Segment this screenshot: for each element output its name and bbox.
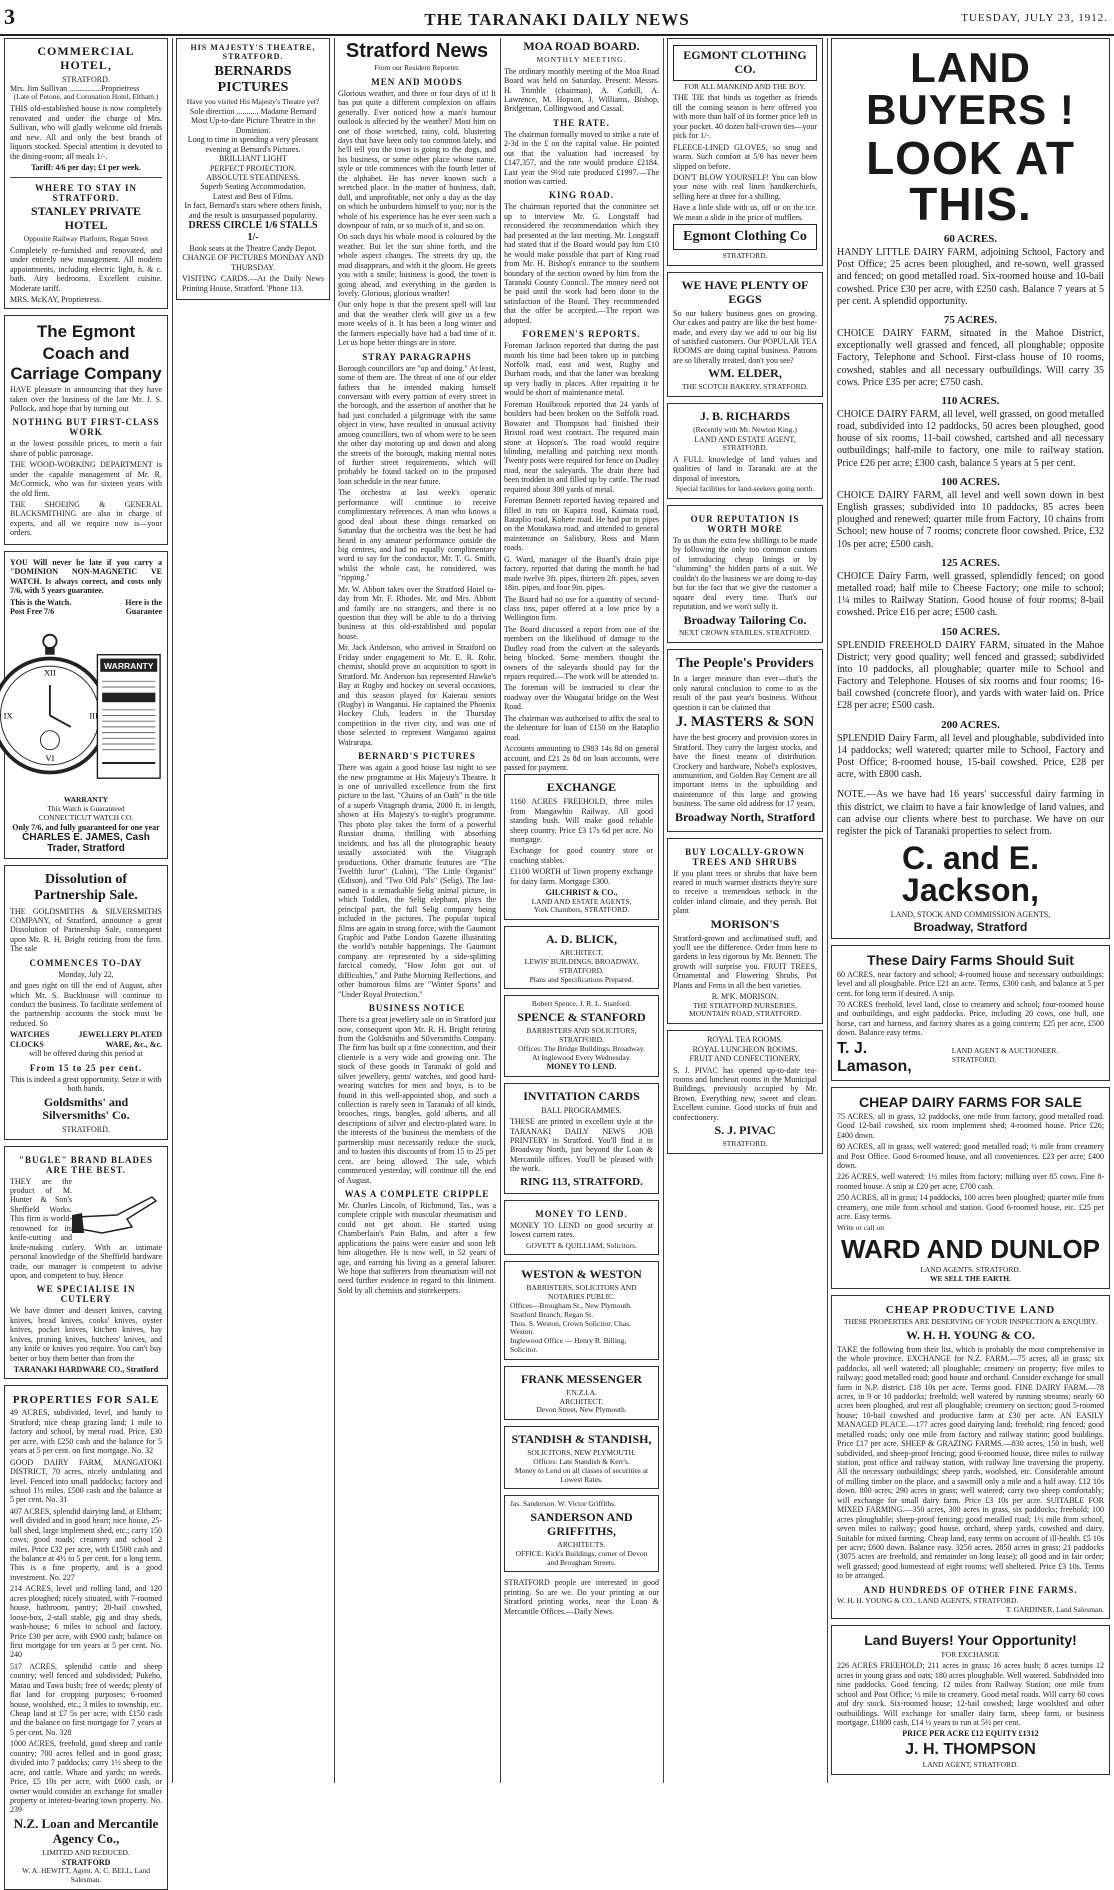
svg-text:XII: XII [43,667,56,678]
farm-description: CHOICE DAIRY FARM, situated in the Mahoe District, exceptionally well grassed and fenced, all ploughable; opposite Factory, Telephone and School. First-class house of 10 rooms, cowshed, stables and all necessary outbuildings. Will carry 35 cows. Price £35 per acre; £750 cash. [837,327,1104,388]
exchange-title: EXCHANGE [546,780,617,795]
section-heading: MEN AND MOODS [371,76,463,87]
farm-acres: 150 ACRES. [941,625,1000,638]
sanderson-firm: SANDERSON AND GRIFFITHS, [530,1510,633,1539]
cards-title: INVITATION CARDS [523,1088,640,1103]
ward-title: CHEAP DAIRY FARMS FOR SALE [859,1093,1082,1110]
barrister-office: Offices: The Bridge Buildings, Broadway. [518,1043,645,1053]
theatre-title: BERNARDS PICTURES [214,63,292,95]
watch-maker: CONNECTICUT WATCH CO. [38,813,134,823]
pivac-name: S. J. PIVAC [714,1123,776,1138]
section-heading: FOREMEN'S REPORTS. [522,329,641,340]
coach-highlight: NOTHING BUT FIRST-CLASS WORK [12,417,160,438]
theatre-line: Latest and Best of Films. [212,191,294,201]
cards-phone: RING 113, STRATFORD. [520,1175,643,1188]
providers-title: The People's Providers [676,656,814,672]
coach-body-3: THE WOOD-WORKING DEPARTMENT is under the capable management of Mr. R. McCormick, who was for sixteen years with the old firm. [10,460,162,498]
thompson-name: J. H. THOMPSON [905,1740,1036,1758]
blades-title: "BUGLE" BRAND BLADES ARE THE BEST. [18,1154,154,1175]
board-paragraph: Foreman Bennett reported having repaired and filled in ruts on Kapara road, Kaimata road, Rataplio road, Kohete road. He had put in pipes on the Motukawa road, and attended to general maintenance on Salisbury, Ross and Mann roads. [504,496,659,553]
private-hotel-location: Opposite Railway Platform, Regan Street [23,233,149,243]
board-paragraph: The ordinary monthly meeting of the Moa Road Board was held on Saturday. Present: Messrs. H. Trimble (chairman), A. Corkill, A. Lawrence, M. Hopson, J. Williams, Bishop, Bridgeman, Collingwood and Cassal. [504,66,659,114]
coach-title: The Egmont [36,322,136,342]
hotel-place: STRATFORD. [62,74,110,84]
column-6 [831,38,1110,1785]
pivac-line: ROYAL TEA ROOMS. [707,1035,783,1045]
board-paragraph: The Board discussed a report from one of the members on the likelihood of damage to the Dudley road from the culvert at the saleyards being blocked. Some members thought the owners of the saleyards should pay for the repairs required.—The work will be attended to. [504,624,659,682]
richards-place: STRATFORD. [722,443,768,452]
tailoring-body: To us than the extra few shillings to be made by following the only too common custom of introducing cheap linings or by "slumming" the hidden parts of a suit. We couldn't do the business we are doing to-day but for the fact that we give the customer a square deal every time. That's our reputation, and we won't sully it. [673,536,817,612]
watch-offer: Only 7/6, and fully guaranteed for one year [12,822,160,832]
eggs-body: So our bakery business goes on growing. Our cakes and pastry are like the best home-made, and every day we add to our big list of satisfied customers. Our POPULAR TEA ROOMS are doing capital business. Patrons are so liberally treated, don't you see? [673,308,817,365]
column-5 [667,38,823,1785]
loan-company-agents: W. A. HEWITT, Agent. A. C. BELL, Land Salesman. [22,1865,150,1884]
column-rule [827,38,828,1783]
tailoring-title: OUR REPUTATION IS WORTH MORE [690,514,800,534]
ward-role: LAND AGENTS. STRATFORD. [920,1265,1021,1275]
pointing-hand-icon [72,1177,162,1237]
young-salesman: T. GARDINER, Land Salesman. [1005,1604,1104,1614]
barrister-names: Robert Spence, J. R. L. Stanford. [531,999,632,1009]
eggs-ad [667,272,823,397]
eggs-title: WE HAVE PLENTY OF EGGS [681,278,809,306]
richards-body: A FULL knowledge of land values and qualities of land in Taranaki are at the disposal of investors. [673,454,817,483]
opportunity-body: 226 ACRES FREEHOLD; 211 acres in grass; 16 acres bush; 8 acres turnips 12 acres in young grass and oats; 180 acres ploughable. Well watered. Subdivided into nine paddocks. Good fencing. 12 miles from Railway Station; one mile from school and Post Office; ½ mile to creamery. Good metal roads. Will carry 60 cows and dry stock. Six-roomed house; 12-bail cowshed; large woolshed and other outbuildings. Will exchange for smaller dairy farm, sheep farm, or business mortgage. £1800 cash, £14 ½ years to run at 5½ per cent. [837,1661,1104,1727]
exchange-agent: GILCHRIST & CO., [545,888,618,898]
column-rule [663,38,664,1783]
farm-list [837,233,1104,781]
richards-special: Special facilities for land-seekers going north. [675,484,815,494]
coach-body-2: at the lowest possible prices, to merit a fair share of public patronage. [10,439,162,458]
messenger-ad [504,1366,659,1420]
morison-body-2: Stratford-grown and acclimatised stuff, and you'll see the difference. Order from here to gardens in less rigorous by Mr. Bennett. The growth will surprise you. FRUIT TREES, Ornamental and Flowering Shrubs, Pot Plants and Ferns in all the best varieties. [673,933,817,990]
section-heading: WAS A COMPLETE CRIPPLE [344,1188,490,1199]
theatre-prices: DRESS CIRCLE 1/6 STALLS 1/- [188,220,318,243]
morison-name: MORISON'S [710,916,780,931]
architect-role: ARCHITECT. [559,948,604,958]
barrister-role: BARRISTERS AND SOLICITORS, [526,1026,637,1036]
land-buyers-banner: LAND BUYERS ! [866,44,1075,133]
ward-farm: 80 ACRES, all in grass, well watered; good metalled road; ½ mile from creamery and Post Office. Good 6-roomed house, and all conveniences. £23 per acre; £400 down. [837,1142,1104,1170]
board-paragraph: The chairman reported that the committee set up to interview Mr. G. Longstaff had reconsidered the recommendation which they had presented at the last meeting. Mr. Longstaff had stated that if the Board would pay him £10 he would make possible that part of King road from Mr. H. Bishop's entrance to the southern boundary of the section owned by him from the Taranaki County Council. The money need not be paid until the work had been done to the satisfaction of the Board. They recommended that the offer be accepted.—The report was adopted. [504,202,659,325]
farm-description: CHOICE DAIRY FARM, all level and well sown down in best English grasses; subdivided into 10 paddocks, 85 acres been ploughed and renewed; quarter mile from Factory, 10 chains from School; new house of 7 rooms; concrete floor cowshed. Price, £32 10s per acre; £500 cash. [837,489,1104,550]
board-paragraph: G. Ward, manager of the Board's drain pipe factory, reported that during the month he had made twelve 3ft. pipes, thirteen 2ft. pipes, seven 18in. pipes, and four 9in. pipes. [504,554,659,593]
young-name: W. H. H. YOUNG & CO. [906,1328,1035,1342]
baker-name: WM. ELDER, [708,366,782,381]
watch-left-caption: This is the Watch. Post Free 7/6 [10,597,72,616]
barrister-firm: SPENCE & STANFORD [517,1010,646,1025]
richards-role: LAND AND ESTATE AGENT, [694,434,796,444]
news-paragraph: There was again a good house last night to see the new programme at His Majesty's Theatre. It is one of unrivalled excellence from the first picture to the last. "Chains of an Oath" is the title of a superb Vitagraph drama, 2000 ft. in length, shown at His Majesty's to-night's programme. This photo play takes the form of a powerful Russian drama, thrilling with absorbing incidents, and has all the photographic beauty usually associated with the Vitagraph productions. Other dramatic features are "The Twelfth Juror" (Lubin), "The Little Organist" (Edison), and "Two Old Pals" (Selig). The last-named is a remarkable Selig animal picture, in which Toddles, the Selig elephant, plays the principal part, the full Selig company being included in the pictures. The popular topical films are again in strong force, with the Gaumont Graphic and Pathe London Gazette illustrating the world's notable happenings. The Gaumont company are represented by a side-splitting farcical comedy, "How John got out of difficulties," and Pathe Morning Reflections, and other humorous films are "Winter Sports" and "Under Royal Protection." [338,763,496,999]
young-more: AND HUNDREDS OF OTHER FINE FARMS. [863,1584,1078,1595]
exchange-body-3: £1100 WORTH of Town property exchange for dairy farm. Mortgage £300. [510,867,653,886]
section-heading: BERNARD'S PICTURES [358,751,476,762]
farm-description: CHOICE DAIRY FARM, all level, well grassed, on good metalled road, subdivided into 12 paddocks, 50 acres been ploughed, good house of six rooms, 11-bail cowshed, cartshed and all necessary outbuildings; half-mile to factory, one mile to railway station. Price £26 per acre; £300 cash, balance 5 years at 5 per cent. [837,408,1104,469]
theatre-name: HIS MAJESTY'S THEATRE, STRATFORD. [190,43,316,62]
egmont-clothing-ad [667,38,823,266]
weston-inglewood: Inglewood Office — Henry R. Billing, Solicitor. [510,1336,627,1355]
farm-acres: 125 ACRES. [941,556,1000,569]
architect-name: A. D. BLICK, [545,932,617,947]
blades-special: WE SPECIALISE IN CUTLERY [36,1284,136,1305]
richards-ad [667,403,823,499]
watch-ad [4,551,168,860]
spence-stanford-ad [504,995,659,1076]
jackson-address: Broadway, Stratford [913,919,1028,934]
theatre-line: Sole direction ........... Madame Bernard [189,106,317,116]
theatre-line: ABSOLUTE STEADINESS. [206,172,300,182]
morison-ad [667,838,823,1025]
ward-farm: 250 ACRES, all in grass; 14 paddocks, 100 acres been ploughed; quarter mile from creamery, one mile from school and station. Good 6-roomed house, etc. £25 per acre. Easy terms. [837,1193,1104,1222]
section-heading: BUSINESS NOTICE [368,1003,466,1014]
morison-body: If you plant trees or shrubs that have been reared in much warmer districts they're sure to receive a tremendous setback in the colder inland climate, and they perish. But plant [673,868,817,916]
weston-ad [504,1261,659,1360]
property-listing: 517 ACRES, splendid cattle and sheep country; well fenced and subdivided; Pukeho, Matau and Tawa bush; free of weeds; plenty of flat land for cropping purposes; 6-roomed house, woolshed, etc.; 3 miles to township, etc. Cheap land at £7 5s per acre, with £150 cash and the balance on first mortgage for 7 years at 5 per cent. No. 328 [10,1661,162,1737]
tailoring-ad [667,505,823,643]
weston-role: BARRISTERS, SOLICITORS AND NOTARIES PUBLIC. [526,1283,637,1302]
money-body: MONEY TO LEND on good security at lowest current rates. [510,1220,653,1240]
hotel-body: THIS old-established house is now completely renovated and under the charge of Mrs. Sullivan, who will gladly welcome old friends and new. All and only the best brands of liquors stocked. Special attention is devoted to the dining-room; all meals 1/-. [10,104,162,161]
morison-signature: R. M'K. MORISON. [711,992,779,1002]
opportunity-title: Land Buyers! Your Opportunity! [864,1632,1077,1649]
standish-office: Offices: Late Standish & Kerr's. [533,1456,630,1466]
news-paragraph: There is a great jewellery sale on in Stratford just now, consequent upon Mr. R. H. Bright retiring from the Goldsmiths and Silversmiths Company. The firm has built up a fine connection, and their clientele is a very wide and growing one. The stock of these goods in Taranaki of gold and silver jewellery, gents' watches, and good hard-wearing watches for men and boys, is to be found in this well-appointed shop, and such a collection is rarely seen in Taranaki of all kinds, brooches, rings, bangles, gold alberts, and all descriptions of silver and electro-plated ware. In the interests of the business the members of the partnership must necessarily reduce the stock, and to hasten this discounts of from 15 to 25 per cent. are being allowed. The sale, which commenced yesterday, will continue till the end of August. [338,1015,496,1185]
opportunity-ad [831,1625,1110,1775]
morison-title: BUY LOCALLY-GROWN TREES AND SHRUBS [685,846,805,867]
cards-sub: BALL PROGRAMMES. [541,1105,622,1115]
lamason-name: T. J. Lamason, [837,1039,912,1075]
column-rule [172,38,173,1783]
watch-seller: CHARLES E. JAMES, Cash Trader, Stratford [22,832,150,855]
thompson-role: LAND AGENT, STRATFORD. [922,1760,1019,1770]
messenger-role: F.N.Z.I.A. [566,1387,597,1397]
board-paragraph: The foreman will be instructed to clear the roadway over the Waugatai bridge on the West Road. [504,683,659,712]
ward-farm: 75 ACRES, all in grass, 12 paddocks, one mile from factory, good metalled road. Good 12-bail cowshed, six room implement shed; 4-roomed house. Price £26; £400 down. [837,1111,1104,1140]
news-paragraph: On such days his whole mood is coloured by the weather. But let the sun shine forth, and the whole aspect changes. The streets dry up, the mud disappears, and with it the gloom. He greets you with a smile; business is good, the town is going ahead, and everything in the garden is lovely. Glorious, glorious weather! [338,232,496,299]
barrister-inglewood: At Inglewood Every Wednesday. [532,1052,631,1062]
dissolution-body-2: and goes right on till the end of August, after which Mr. S. Buckhouse will continue to conduct the business. To facilitate settlement of the partnership accounts the stock must be reduced. So [10,981,162,1028]
hardware-company: TARANAKI HARDWARE CO., Stratford [13,1365,159,1375]
news-byline: From our Resident Reporter. [374,63,460,72]
dissolution-ad [4,865,168,1139]
board-paragraph: The chairman was authorised to affix the seal to the debenture for loan of £150 on the Rataplio road. [504,713,659,742]
weston-names: Thos. S. Weston, Crown Solicitor. Chas. Weston. [510,1318,631,1337]
where-to-stay: WHERE TO STAY IN STRATFORD. [34,183,138,204]
jackson-note: NOTE.—As we have had 16 years' successful dairy farming in this district, we claim to have a fair knowledge of land values, and can advise our clients where best to purchase. We have on our register the pick of Taranaki properties to select from. [837,789,1104,837]
dissolution-title: Dissolution of Partnership Sale. [34,872,138,904]
sanderson-role: ARCHITECTS. [557,1539,606,1549]
egmont-place: STRATFORD. [722,251,768,261]
news-paragraph: Glorious weather, and three or four days of it! It has put quite a different complexion on affairs generally. Ever noticed how a man's humour outlook is affected by the weather? Most him on one of those wretched, rainy, cold, blustering days that have been only too common lately, and he'll tell you the town is going to the dogs, and his business, or some other place whose name, style or title commences with the fourth letter of the alphabet. He has never known such a wretched place. In the matter of business, daft, dull, and unprofitable, not only a day as the day on which he unburdens himself to you; nor is the whole of his experience has he ever seen such a downpour of rain, or so much of it, and so on. [338,88,496,230]
property-listing: 407 ACRES, splendid dairying land, at Eltham; well divided and in good heart; nice house, 25-ball shed, large implement shed, etc.; carry 150 cows; good roads; creamery and school 2 miles. Price £32 per acre, with £1500 cash and the balance at 4½ to 5 per cent. for a long term. This is a fine property, and is a good investment. No. 227 [10,1506,162,1582]
board-paragraph: The chairman formally moved to strike a rate of 2-3d in the £ on the capital value. He pointed out that the valuation had increased by £147,357, and the rate would produce £2184. Last year the 9½d rate produced £1997.—The motion was carried. [504,129,659,187]
pocket-watch-illustration [3,616,162,796]
loan-company-place: STRATFORD [61,1857,111,1867]
sanderson-ad [504,1495,659,1572]
exchange-body-2: Exchange for good country store or coaching stables. [510,846,653,865]
coach-body-4: THE SHOEING & GENERAL BLACKSMITHING are also in charge of experts, and all we require now is—your orders. [10,500,162,538]
egmont-sub: FOR ALL MANKIND AND THE BOY. [684,81,806,91]
egmont-body: Have a little slide with us, off or on the ice. We mean a slide in the price of mufflers. [673,203,817,222]
newspaper-title: THE TARANAKI DAILY NEWS [424,10,690,29]
news-paragraph: Mr. Charles Lincoln, of Richmond, Tas., was a complete cripple with muscular rheumatism and could not get about. He started using Chamberlain's Pain Balm, and after a few applications the pains were easier and soon left him altogether. He is now well, in 52 years of age, and earning his living as a general laborer. We hope that sufferers from rheumatism will not need further evidence in regard to this liniment. Sold by all chemists and storekeepers. [338,1200,496,1295]
cutlery-ad [4,1146,168,1380]
board-paragraph: Foreman Jackson reported that during the past month his time had been taken up in patching Norfolk road, east and west, Rugby and Durham roads, and that the latter was breaking up very badly in places. After repairing it he would be short of maintenance metal. [504,341,659,398]
theatre-booking: Book seats at the Theatre Candy Depot. [189,243,317,253]
column-1 [3,38,168,1884]
watch-headline: YOU Will never be late if you carry a "DOMINION NON-MAGNETIC VE WATCH. Is always correct, and costs only 7/6, with 5 years guarantee. [10,557,162,596]
board-paragraph: Foreman Houlbrook reported that 24 yards of boulders had been broken on the Suffolk road. Bowater and Thompson had finished their Bristol road west contract. The required main stone at Hopson's. The road would require blinding, metalling and patching next month. Twenty posts were required for fence on Dudley road, near the saleyards. The drain there had been trodden in and filled up by cattle. The road required about 300 yards of metal. [504,399,659,494]
young-body: TAKE the following from their list, which is probably the most comprehensive in the whole province. EXCHANGE for N.Z. FARM.—75 acres, all in grass; six paddocks, all well watered; all ploughable; creamery on property; five miles to railway; good metalled road; good house and orchard. Consider exchange for small farm in N.P. district. £18 10s per acre. Terms good. FINE DAIRY FARM.—78 acres, in 9 or 10 paddocks; freehold; well watered by running streams; nearly 60 acres been ploughed, and rest all ploughable; creamery on section; good 5-roomed house; 10-bail cowshed and productive farm at £30 per acre. AN EASILY MANAGED PLACE.—177 acres good dairying land; freehold; ring fenced; good metalled roads; only one mile from factory and railway station; good buildings. Price £17 per acre. SHEEP & GRAZING FARMS.—830 acres, 150 in bush, well subdivided, and sheep-proof fencing; good 6-roomed house, three miles to railway station, post office and railway station, with railway line traversing the property. All the necessary outbuildings; sheep yards, woolshed, etc. Considerable amount of milling timber on the place, and a sawmill only a mile and a half away. £12 10s down. 800 acres; 290 acres in grass; well watered; carry two sheep comfortably; will exchange for small dairy farm. Price £3 10s per acre. SUITABLE FOR MIXED FARMING.—350 acres, 300 acres in grass, six paddocks; freehold; 100 acres ploughable; sheep-proof fencing; good metalled road; 1½ mile from school, seven miles to railway; good house, orchard, sheep yards, cowshed and dairy. Suitable for mixed farming. Cheap land, easy terms on account of ill-health. £5 10s per acre; £600 down. Balance easy. 3250 acres, 2850 acres in grass; 21 paddocks (3075 acres are freehold, and remainder on long lease); all good and in fair order; well grassed; good homestead of eight rooms; well sheltered. Price £3 10s. Terms to be arranged. [837,1344,1104,1581]
richards-sub: (Recently with Mr. Newton King.) [693,424,797,434]
tailoring-company: Broadway Tailoring Co. [683,612,807,627]
private-hotel-proprietress: MRS. McKAY, Proprietress. [10,295,102,304]
coach-body: HAVE pleasure in announcing that they have taken over the business of the late Mr. J. S. Pollock, and hope that by turning out [10,385,162,413]
standish-money: Money to Lend on all classes of securities at Lowest Rates. [514,1465,649,1484]
goldsmiths-place: STRATFORD. [62,1125,110,1135]
section-heading: KING ROAD. [548,190,614,201]
messenger-name: FRANK MESSENGER [520,1371,642,1386]
loan-company: N.Z. Loan and Mercantile Agency Co., [13,1815,159,1846]
exchange-body: 1160 ACRES FREEHOLD, three miles from Mangawhio Railway. All good standing bush. Will make good reliable sheep country. Price £3 17s 6d per acre. No mortgage. [510,797,653,844]
young-sub: THESE PROPERTIES ARE DESERVING OF YOUR INSPECTION & ENQUIRY. [844,1317,1097,1327]
richards-name: J. B. RICHARDS [699,408,790,423]
exchange-agent-addr: York Chambers, STRATFORD. [533,905,630,915]
property-listing: GOOD DAIRY FARM, MANGATOKI DISTRICT, 70 acres, nicely undulating and level. Fenced into small paddocks; factory and school 1½ miles. £500 cash and the balance at 5 per cent. No. 31 [10,1457,162,1505]
ward-slogan: WE SELL THE EARTH. [930,1274,1011,1284]
farm-acres: 200 ACRES. [941,718,1000,731]
lamason-role: LAND AGENT & AUCTIONEER. STRATFORD. [951,1045,1059,1064]
young-title: CHEAP PRODUCTIVE LAND [885,1304,1056,1317]
board-sub: MONTHLY MEETING. [536,54,627,64]
messenger-title: ARCHITECT. [559,1396,604,1406]
architect-blick-ad [504,926,659,989]
sale-day: Monday, July 22, [58,969,114,979]
cards-body: THESE are printed in excellent style at the TARANAKI DAILY NEWS JOB PRINTERY in Stratford. You'll find it in Broadway North, just beyond the Loan & Mercantile offices. You'll be pleased with the work. [510,1117,653,1174]
money-title: MONEY TO LEND. [535,1208,628,1219]
board-paragraph: The Board had no use for a quantity of second-class tins, paper offered at a low price by a Wellington firm. [504,594,659,623]
guarantee-label: This Watch is Guaranteed [47,804,125,814]
opportunity-sub: FOR EXCHANGE [941,1649,1000,1659]
farm-description: SPLENDID Dairy Farm, all level and ploughable, subdivided into 14 paddocks; well watered; quarter mile to School, Factory and Post Office; 8-roomed house, 15-bail cowshed. Price, £28 per acre, with £800 cash. [837,732,1104,781]
pivac-body: S. J. PIVAC has opened up-to-date tea-rooms and luncheon rooms in the Municipal Buildings, previously occupied by Mr. Brown. Everything new, sweet and clean. Excellent cuisine. Good stocks of fruit and confectionery. [673,1065,817,1122]
goldsmiths-company: Goldsmiths' and Silversmiths' Co. [42,1094,130,1123]
hotel-name: COMMERCIAL HOTEL, [37,44,135,72]
dissolution-body: THE GOLDSMITHS & SILVERSMITHS COMPANY, of Stratford, announce a great Dissolution of Partnership Sale, consequent upon Mr. R. H. Bright retiring from the firm. The sale [10,906,162,954]
exchange-agent-role: LAND AND ESTATE AGENTS, [531,896,632,906]
svg-text:WARRANTY: WARRANTY [104,661,154,672]
farm-acres: 75 ACRES. [943,313,998,326]
property-listing: 1000 ACRES, freehold, good sheep and cattle country; 700 acres felled and in good grass; divided into 7 paddocks; carry 1½ sheep to the acre, and cattle. Whare and yards; no weeds. Price, £5 10s per acre, with £600 cash, or owner would consider an exchange for smaller property or interest-bearing town property. No. 239 [10,1739,162,1815]
goods-right: JEWELLERY PLATED WARE, &c., &c. [78,1030,162,1049]
egmont-body: DON'T BLOW YOURSELF! You can blow your nose with real linen handkerchiefs, selling here at three for a shilling. [673,172,817,201]
farm-acres: 110 ACRES. [941,394,1000,407]
providers-body: In a larger measure than ever—that's the only natural conclusion to come to as the result of the past year's business. Without question it can be claimed that [673,674,817,712]
egmont-body: THE TIE that binds us together as friends till the coming season is here offered you with more than half of its former price left in your pocket. 40 dozen half-crown ties—your pick for 1/-. [673,93,817,141]
properties-ad [4,1385,168,1889]
sale-commences: COMMENCES TO-DAY [29,957,143,968]
masthead [0,0,1114,36]
exchange-ad [504,774,659,920]
svg-text:III: III [89,710,98,721]
masters-name: J. MASTERS & SON [675,713,815,730]
suit-title: These Dairy Farms Should Suit [867,951,1074,968]
sanderson-names: Jas. Sanderson. W. Victor Griffiths. [510,1499,616,1509]
pivac-ad [667,1030,823,1154]
farm-description: HANDY LITTLE DAIRY FARM, adjoining School, Factory and Post Office; 25 acres been ploughed, and re-sown, well grassed and fenced; on good metalled road. Six-roomed house and 10-bail cowshed. Price £30 per acre, with £250 cash. Balance 7 years at 5 per cent. A splendid opportunity. [837,247,1104,307]
board-title: MOA ROAD BOARD. [523,39,640,53]
architect-address: LEWIS' BUILDINGS, BROADWAY, STRATFORD. [524,956,639,975]
providers-ad [667,649,823,831]
theatre-line: Superb Seating Accommodation. [200,182,306,192]
pivac-line: ROYAL LUNCHEON ROOMS. [692,1044,798,1054]
printing-notice: STRATFORD people are interested in good printing. So are we. Do your printing at our Stratford printing works, near the Loan & Mercantile Offices.—Daily News. [504,1578,659,1616]
theatre-line: PERFECT PROJECTION. [209,163,297,173]
farm-acres: 100 ACRES. [941,475,1000,488]
weston-offices: Offices—Brougham St., New Plymouth. [510,1300,632,1310]
column-rule [500,38,501,1783]
look-at-this-banner: LOOK AT THIS. [866,132,1075,230]
standish-ad [504,1426,659,1489]
suit-farm: 70 ACRES freehold, level land, close to creamery and school; four-roomed house and outbuildings, and eight paddocks. Price, including 20 cows, one bull, one horse, cart and harness, and factory shares as a going concern; £25 per acre, £500 down. Balance easy terms. [837,999,1104,1038]
dissolution-body-4: This is indeed a great opportunity. Seize it with both hands. [10,1074,162,1094]
section-heading: THE RATE. [553,117,610,128]
visiting-cards: VISITING CARDS.—At the Daily News Printing House, Stratford. 'Phone 113. [182,274,324,293]
money-agents: GOVETT & QUILLIAM, Solicitors. [526,1240,637,1250]
weston-branch: Stratford Branch, Regan St. [510,1309,594,1319]
invitation-cards-ad [504,1083,659,1194]
ward-farm: 226 ACRES, well watered; 1½ miles from factory; milking over 85 cows. Fine 8-roomed house. A snip at £20 per acre; £700 cash. [837,1172,1104,1191]
farm-description: CHOICE Dairy Farm, well grassed, splendidly fenced; on good metalled road; half mile to Cheese Factory; one mile to school; 1¼ miles to Railway Station. Good house of four rooms; 8-bail cowshed. Price £16 per acre; £500 cash. [837,570,1104,619]
farm-description: SPLENDID FREEHOLD DAIRY FARM, situated in the Mahoe District; very good quality; well fenced and grassed; subdivided into 10 paddocks, all ploughable; quarter mile to School and Factory and Telephone. Houses of six rooms and four rooms; 16-bail cowshed (concrete floor), and yards with water laid on. Price £28 per acre; £500 cash. [837,639,1104,712]
sanderson-office: OFFICE: Kirk's Buildings, corner of Devon and Brougham Streets. [515,1548,648,1567]
opportunity-price: PRICE PER ACRE £12 EQUITY £1312 [902,1729,1039,1739]
ward-name: WARD AND DUNLOP [840,1234,1101,1265]
section-heading: STRAY PARAGRAPHS [362,351,472,362]
weston-firm: WESTON & WESTON [521,1267,642,1282]
theatre-line: Long to time in spending a very pleasant evening at Bernard's Pictures. [187,135,319,154]
egmont-title: EGMONT CLOTHING CO. [673,45,817,81]
providers-address: Broadway North, Stratford [674,809,816,824]
private-hotel-name: STANLEY PRIVATE HOTEL [31,204,141,233]
tailoring-address: NEXT CROWN STABLES. STRATFORD. [679,628,811,638]
svg-text:IX: IX [3,710,13,721]
dissolution-body-3: will be offered during this period at [29,1049,143,1059]
ward-write: Write or call on [837,1222,884,1232]
architect-plans: Plans and Specifications Prepared. [529,974,634,984]
egmont-logo: Egmont Clothing Co [673,224,817,250]
property-listing: 49 ACRES, subdivided, level, and handy to Stratford; nice cheap grazing land; 1 mile to factory and school, by metal road. Price, £30 per acre, with £250 cash and the balance for 5 years at 5 per cent. on first mortgage. No. 32 [10,1408,162,1456]
goods-left: WATCHES CLOCKS [10,1030,50,1049]
issue-date: TUESDAY, JULY 23, 1912. [961,12,1108,24]
news-paragraph: Mr. W. Abbott takes over the Stratford Hotel to-day from Mr. F. Rhodes. Mr. and Mrs. Abbott and family are no strangers, and there is no question that they will be able to do a thriving business at this old-established and popular house. [338,584,496,641]
column-4 [504,38,659,1785]
young-signature: W. H. H. YOUNG & CO., LAND AGENTS, STRATFORD. [837,1595,1019,1605]
egmont-body: FLEECE-LINED GLOVES, so snug and warm. Such comfort at 5/6 has never been slipped on before. [673,142,817,171]
theatre-line: Most Up-to-date Picture Theatre in the Dominion. [190,116,316,135]
news-paragraph: Mr. Jack Anderson, who arrived in Stratford on Friday under engagement to Mr. E. R. Rohr, chemist, should prove an acquisition to sport in Stratford. Mr. Anderson has represented Hawke's Bay at Rugby and hockey on several occasions, and this season played for Kaierau seniors (Rugby) in Wanganui. He captained the Phoenix Hockey Club, leaders in the Thursday competition in the river city, and was one of those selected to represent Wanganui against Wairarapa. [338,643,496,747]
coach-subtitle: Coach and Carriage Company [10,343,162,383]
hotel-proprietress: Mrs. Jim Sullivan ................Proprietress [10,84,140,94]
blades-body-2: We have dinner and dessert knives, carving knives, bread knives, cooks' knives, oyster knives, pocket knives, kitchen knives, hay knives, pruning knives, butchers' knives, and any knife or knives you require. You can't buy better or buy them better than from the [10,1306,162,1363]
news-paragraph: The orchestra at last week's operatic performance will continue to receive complimentary references. A man who knows a good deal about these things remarked on Saturday that the orchestra was the best he had heard in any amateur performance outside the big centres, and had no equally complimentary word to say for the conductor, Mr. T. G. Smith, whilst the whole cast, he considered, was "ripping." [338,488,496,583]
discount: From 15 to 25 per cent. [29,1062,143,1073]
theatre-line: BRILLIANT LIGHT [218,154,288,164]
farm-acres: 60 ACRES. [943,233,998,245]
jackson-sub: LAND, STOCK AND COMMISSION AGENTS, [890,910,1051,920]
barrister-money: MONEY TO LEND. [546,1062,617,1072]
hotel-tariff: Tariff: 4/6 per day; £1 per week. [31,162,141,172]
theatre-ad [176,38,330,300]
coach-company-ad [4,315,168,544]
land-buyers-ad [831,38,1110,939]
barrister-place: STRATFORD. [559,1034,604,1044]
ward-dunlop-ad [831,1087,1110,1289]
board-paragraph: Accounts amounting to £983 14s 8d on general account, and £21 2s 8d on loan accounts, were passed for payment. [504,744,659,772]
column-2 [176,38,330,296]
pivac-line: FRUIT AND CONFECTIONERY. [689,1054,801,1064]
news-title: Stratford News [345,40,489,62]
hotel-formerly: (Late of Petone, and Coronation Hotel, Eltham.) [13,92,159,102]
messenger-address: Devon Street, New Plymouth. [536,1405,627,1415]
standish-role: SOLICITORS, NEW PLYMOUTH. [527,1448,636,1458]
suit-farm: 60 ACRES, near factory and school; 4-roomed house and necessary outbuildings; level and all ploughable. Price £21 an acre. Terms, £300 cash, and balance at 5 per cent. for long term if desired. A snip. [837,969,1104,998]
page-number: 3 [4,4,15,29]
stratford-news-column [338,38,496,1785]
private-hotel-body: Completely re-furnished and renovated, and under entirely new management. All modern appointments, including electric light, h. & c. bath. Airy bedrooms. Excellent cuisine. Moderate tariff. [10,245,162,293]
loan-company-sub: LIMITED AND REDUCED. [42,1847,130,1857]
watch-right-caption: Here is the Guarantee [125,597,162,616]
theatre-change: CHANGE OF PICTURES MONDAY AND THURSDAY. [182,253,324,272]
blades-body: THEY are the product of M. Hunter & Son's Sheffield Works. This firm is world-renowned for its knife-cutting and knife-making cutlery. With an intimate personal knowledge of the Sheffield hardware trade, our manager is competent to advise upon, and competent to buy. Hence [10,1176,162,1280]
warranty-label: WARRANTY [63,795,109,805]
standish-firm: STANDISH & STANDISH, [511,1432,652,1447]
pivac-place: STRATFORD. [722,1139,768,1148]
news-paragraph: Borough councillors are "up and doing." At least, some of them are. The threat of one of our elder fathers that he intended making himself conversant with every portion of every street in the borough, and the assertion of another that he had just concluded a pilgrimage with the same object in view, have resulted in unusual activity among councillors, two of whom were to be seen the other day motoring up and down and along the streets of the borough, making mental notes of further street requirements, which will probably be found tacked on to the proposed loan schedule in the near future. [338,363,496,486]
young-ad [831,1295,1110,1619]
news-paragraph: Our only hope is that the present spell will last and that the weather clerk will give us a few more weeks of it. It has been a long winter and the farmers especially have had a bad time of it. Let us hope better things are in store. [338,300,496,348]
money-to-lend-ad [504,1200,659,1256]
property-listing: 214 ACRES, level and rolling land, and 120 acres ploughed; nicely situated, with 7-roomed house, bathroom, pantry; 20-bail cowshed, loose-box, 2-stall stable, gig and dray sheds, wash-house; 6 miles to school and factory. Price £30 per acre, with £900 cash; balance on first mortgage for ten years at 5 per cent. No. 240 [10,1584,162,1660]
dairy-farms-suit-ad [831,945,1110,1081]
jackson-name: C. and E. Jackson, [902,840,1039,909]
properties-title: PROPERTIES FOR SALE [12,1394,160,1407]
commercial-hotel-ad [4,38,168,309]
theatre-visited: Have you visited His Majesty's Theatre yet? [186,97,320,107]
bakery-name: THE SCOTCH BAKERY, STRATFORD. [682,382,808,392]
morison-nursery: THE STRATFORD NURSERIES, MOUNTAIN ROAD, STRATFORD. [689,1000,801,1019]
providers-body-2: have the best grocery and provision stores in Stratford. They carry the largest stocks, and have the finest means of distribution. Crockery and hardware, Nobel's explosives, ammunition, and Golden Bay Cement are all important items in the upbuilding and maintenance of this large and growing business. The same old address for 17 years, [673,733,817,809]
theatre-line: In fact, Bernard's stars where others finish, and the result is unsurpassed popularity. [184,201,322,220]
svg-text:VI: VI [45,753,55,764]
